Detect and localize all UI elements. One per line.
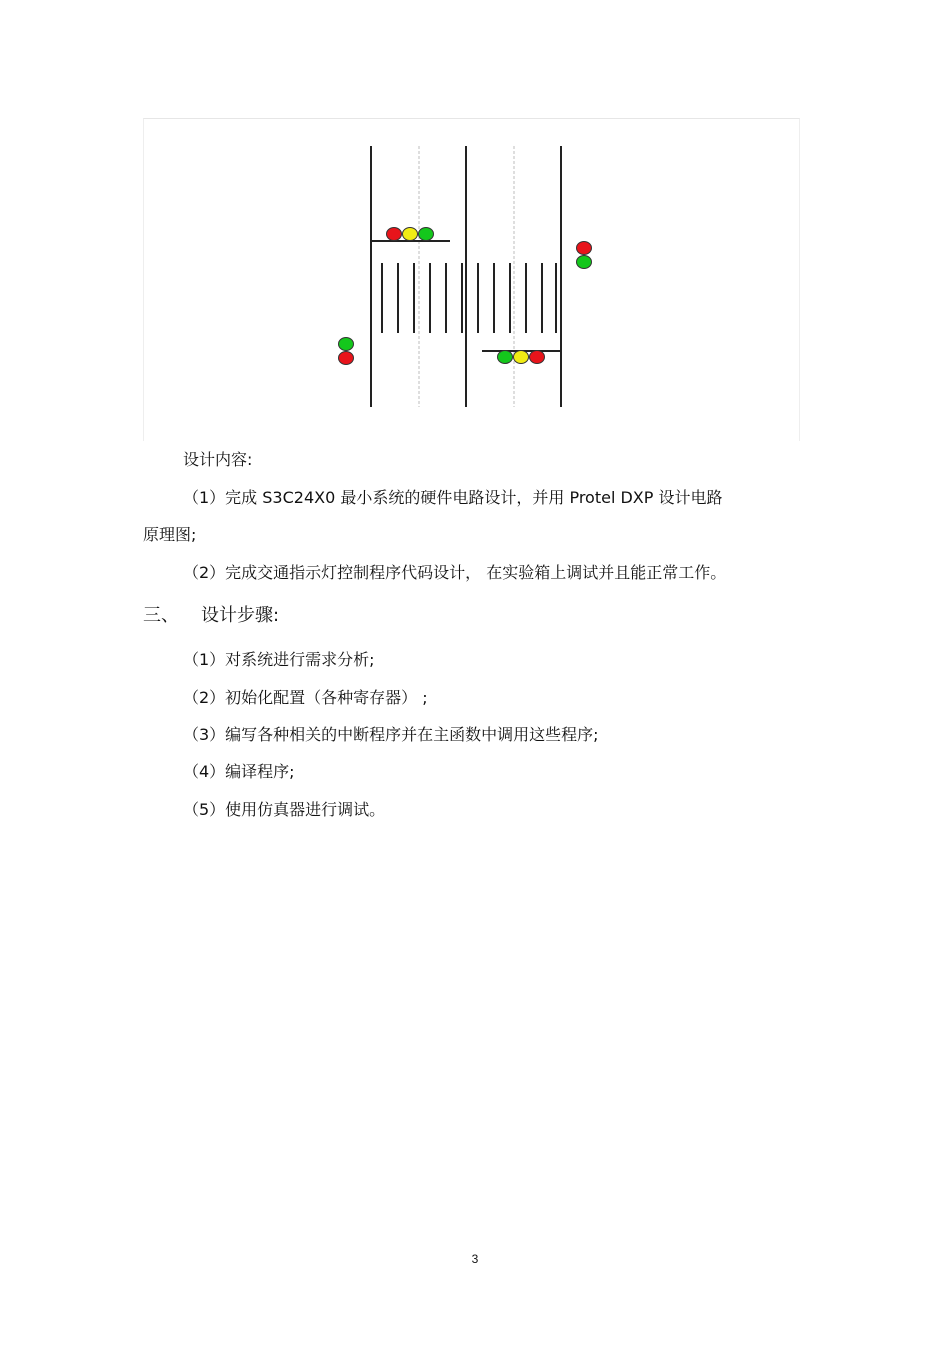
content-intro: 设计内容: xyxy=(183,450,253,469)
green-light xyxy=(419,228,434,241)
section-3-title: 设计步骤: xyxy=(201,605,280,626)
signal-south xyxy=(498,351,545,364)
content-item-1: （1）完成 S3C24X0 最小系统的硬件电路设计，并用 Protel DXP 设计电路 xyxy=(183,488,723,507)
signal-east xyxy=(577,242,592,269)
section-3-number: 三、 xyxy=(143,605,179,626)
content-item-2: （2）完成交通指示灯控制程序代码设计， 在实验箱上调试并且能正常工作。 xyxy=(183,563,727,582)
yellow-light xyxy=(403,228,418,241)
traffic-light-diagram xyxy=(143,118,800,441)
step-item: （5）使用仿真器进行调试。 xyxy=(183,800,386,819)
page-number: 3 xyxy=(471,1252,479,1266)
green-light xyxy=(339,338,354,351)
intersection-drawing xyxy=(144,119,799,441)
yellow-light xyxy=(514,351,529,364)
content-item-1-continued: 原理图; xyxy=(143,525,197,544)
signal-west xyxy=(339,338,354,365)
green-light xyxy=(577,256,592,269)
green-light xyxy=(498,351,513,364)
step-item: （3）编写各种相关的中断程序并在主函数中调用这些程序; xyxy=(183,725,599,744)
red-light xyxy=(339,352,354,365)
step-item: （2）初始化配置（各种寄存器） ; xyxy=(183,688,428,707)
section-3-heading xyxy=(143,605,279,627)
red-light xyxy=(577,242,592,255)
step-item: （4）编译程序; xyxy=(183,762,295,781)
crosswalk xyxy=(382,263,556,333)
signal-north xyxy=(387,228,434,241)
step-item: （1）对系统进行需求分析; xyxy=(183,650,375,669)
red-light xyxy=(387,228,402,241)
red-light xyxy=(530,351,545,364)
